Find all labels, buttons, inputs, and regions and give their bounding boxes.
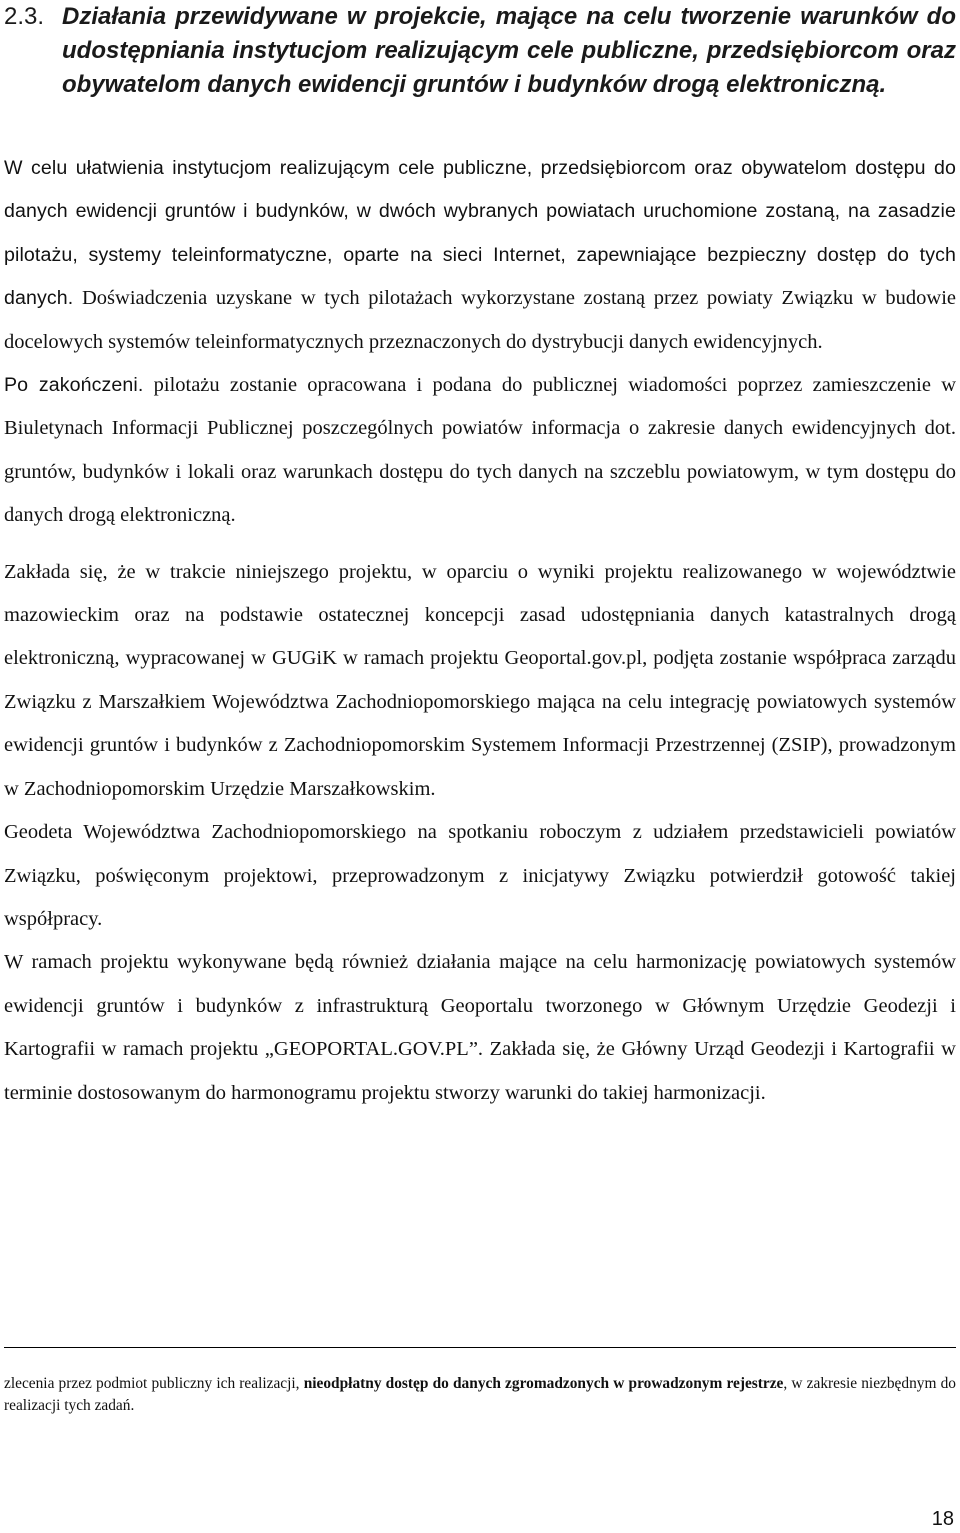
paragraph-4: Geodeta Województwa Zachodniopomorskiego na spotkaniu roboczym z udziałem przedstawicieli powiatów Związku, poświęconym projektowi, przeprowadzonym z inicjatywy Związku potwierdził gotowość takiej współpracy.	[4, 821, 956, 930]
paragraph-5: W ramach projektu wykonywane będą również działania mające na celu harmonizację powiatowych systemów ewidencji gruntów i budynków z infrastrukturą Geoportalu tworzonego w Głównym Urzędzie Geodezji i Kartografii w ramach projektu „GEOPORTAL.GOV.PL”. Zakłada się, że Główny Urząd Geodezji i Kartografii w terminie dostosowanym do harmonogramu projektu stworzy warunki do takiej harmonizacji.	[4, 951, 956, 1104]
paragraph-2-serif-part: pilotażu zostanie opracowana i podana do publicznej wiadomości poprzez zamieszczenie w Biuletynach Informacji Publicznej poszczególnych powiatów informacja o zakresie danych ewidencyjnych dot. gruntów, budynków i lokali oraz warunkach dostępu do tych danych na szczeblu powiatowym, w tym dostępu do danych drogą elektroniczną.	[4, 374, 957, 527]
footnote	[4, 1373, 956, 1417]
paragraph-1	[4, 147, 956, 364]
page-number: 18	[931, 1508, 954, 1530]
paragraph-1-sans-part: W celu ułatwienia instytucjom realizującym cele publiczne, przedsiębiorcom oraz obywatelom dostępu do danych ewidencji gruntów i budynków, w dwóch wybranych powiatach uruchomione zostaną, na zasadzie pilotażu, systemy teleinformatyczne, oparte na sieci Internet, zapewniające bezpieczny dostęp do tych danych.	[4, 157, 956, 310]
paragraph-1-serif-part: Doświadczenia uzyskane w tych pilotażach wykorzystane zostaną przez powiaty Związku w budowie docelowych systemów teleinformatycznych przeznaczonych do dystrybucji danych ewidencyjnych.	[4, 287, 956, 353]
section-heading	[4, 0, 956, 102]
section-title: Działania przewidywane w projekcie, mające na celu tworzenie warunków do udostępniania instytucjom realizującym cele publiczne, przedsiębiorcom oraz obywatelom danych ewidencji gruntów i budynków drogą elektroniczną.	[62, 3, 956, 98]
footnote-text-1: zlecenia przez podmiot publiczny ich realizacji,	[4, 1375, 304, 1392]
paragraph-3: Zakłada się, że w trakcie niniejszego projektu, w oparciu o wyniki projektu realizowanego w województwie mazowieckim oraz na podstawie ostatecznej koncepcji zasad udostępniania danych katastralnych drogą elektroniczną, wypracowanej w GUGiK w ramach projektu Geoportal.gov.pl, podjęta zostanie współpraca zarządu Związku z Marszałkiem Województwa Zachodniopomorskiego mająca na celu integrację powiatowych systemów ewidencji gruntów i budynków z Zachodniopomorskim Systemem Informacji Przestrzennej (ZSIP), prowadzonym w Zachodniopomorskim Urzędzie Marszałkowskim.	[4, 560, 956, 800]
paragraph-2	[4, 364, 956, 538]
footnote-separator	[4, 1347, 956, 1348]
footnote-text-2: , w zakresie niezbędnym do realizacji tych zadań.	[4, 1375, 956, 1414]
section-number: 2.3.	[4, 3, 45, 30]
body-text	[4, 147, 956, 1115]
footnote-bold-text: nieodpłatny dostęp do danych zgromadzonych w prowadzonym rejestrze	[303, 1375, 784, 1392]
paragraph-2-sans-part: Po zakończeni.	[4, 374, 144, 397]
